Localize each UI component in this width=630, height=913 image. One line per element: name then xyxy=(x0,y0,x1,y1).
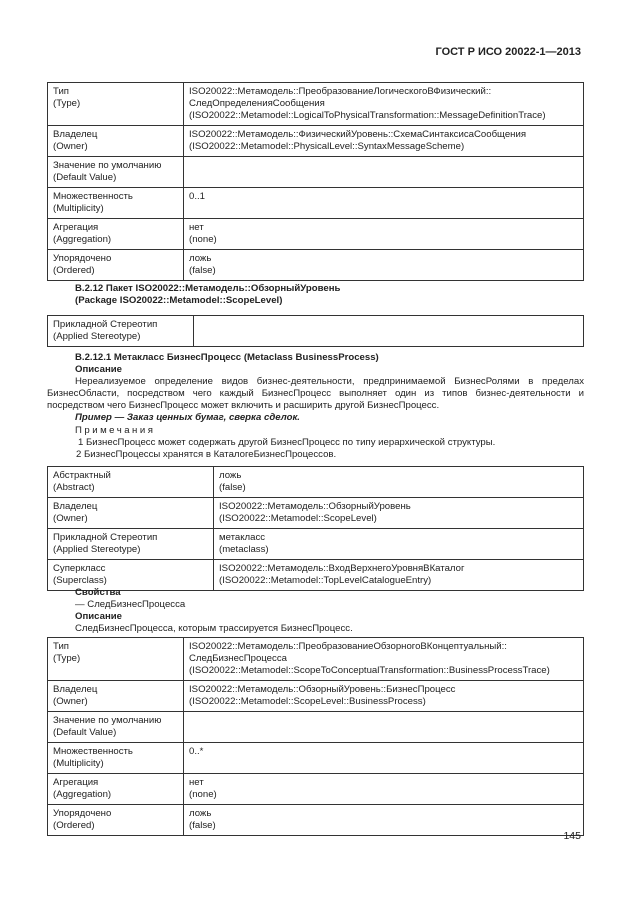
property-label-cell xyxy=(48,219,184,250)
value-line: (false) xyxy=(189,265,216,276)
value-line: (ISO20022::Metamodel::ScopeToConceptualTransformation::BusinessProcessTrace) xyxy=(189,665,550,676)
property-label-cell xyxy=(48,805,184,836)
properties-heading: Свойства xyxy=(75,587,121,598)
label-line: Упорядочено xyxy=(53,808,112,819)
label-line: (Ordered) xyxy=(53,265,95,276)
property-label-cell xyxy=(48,681,184,712)
value-line: 0..1 xyxy=(189,191,206,202)
property-value-cell xyxy=(184,743,584,774)
property-label-cell xyxy=(48,188,184,219)
label-line: (Multiplicity) xyxy=(53,203,104,214)
label-line: Агрегация xyxy=(53,777,99,788)
value-line: ISO20022::Метамодель::ОбзорныйУровень::БизнесПроцесс xyxy=(189,684,456,695)
property-label-cell xyxy=(48,467,214,498)
table-row xyxy=(48,560,584,591)
label-line: (Type) xyxy=(53,98,81,109)
label-line: (Abstract) xyxy=(53,482,95,493)
value-line: (false) xyxy=(219,482,246,493)
notes-heading: Примечания xyxy=(75,425,156,436)
table-row xyxy=(48,126,584,157)
property-label-cell xyxy=(48,316,194,347)
property-value-cell xyxy=(214,529,584,560)
description-text: Нереализуемое определение видов бизнес-деятельности, предпринимаемой БизнесРолями в пределах БизнесОбласти, посредством чего каждый БизнесПроцесс выполняет один из типов бизнес-деятельности и посредством чего БизнесПроцесс может включить и расширить другой БизнесПроцесс. xyxy=(47,376,584,411)
label-line: (Applied Stereotype) xyxy=(53,544,141,555)
property-value-cell xyxy=(214,467,584,498)
value-line: (ISO20022::Metamodel::LogicalToPhysicalTransformation::MessageDefinitionTrace) xyxy=(189,110,546,121)
table-row xyxy=(48,188,584,219)
value-line: ISO20022::Метамодель::ПреобразованиеЛогическогоВФизический:: xyxy=(189,86,492,97)
property-label-cell xyxy=(48,774,184,805)
property-value-cell xyxy=(184,681,584,712)
property-value-cell xyxy=(184,157,584,188)
table-row xyxy=(48,529,584,560)
label-line: Прикладной Стереотип xyxy=(53,319,158,330)
table-row xyxy=(48,638,584,681)
value-line: ISO20022::Метамодель::ПреобразованиеОбзорногоВКонцептуальный:: xyxy=(189,641,507,652)
section-heading-b212: B.2.12 Пакет ISO20022::Метамодель::ОбзорныйУровень (Package ISO20022::Metamodel::ScopeLevel) xyxy=(75,283,341,306)
property-label-cell xyxy=(48,157,184,188)
value-line: ложь xyxy=(219,470,242,481)
property-label-cell xyxy=(48,126,184,157)
label-line: (Applied Stereotype) xyxy=(53,331,141,342)
value-line: ложь xyxy=(189,808,212,819)
property-label-cell xyxy=(48,743,184,774)
value-line: ISO20022::Метамодель::ФизическийУровень::СхемаСинтаксисаСообщения xyxy=(189,129,527,140)
value-line: ISO20022::Метамодель::ОбзорныйУровень xyxy=(219,501,411,512)
label-line: Суперкласс xyxy=(53,563,106,574)
label-line: (Default Value) xyxy=(53,727,117,738)
table-row xyxy=(48,681,584,712)
note-1: 1 БизнесПроцесс может содержать другой БизнесПроцесс по типу иерархической структуры. xyxy=(78,437,496,448)
property-value-cell xyxy=(184,83,584,126)
property-value-cell xyxy=(184,219,584,250)
label-line: (Multiplicity) xyxy=(53,758,104,769)
property-label-cell xyxy=(48,529,214,560)
value-line: (ISO20022::Metamodel::TopLevelCatalogueEntry) xyxy=(219,575,432,586)
note-2: 2 БизнесПроцессы хранятся в КаталогеБизнесПроцессов. xyxy=(76,449,337,460)
value-line: (ISO20022::Metamodel::ScopeLevel::BusinessProcess) xyxy=(189,696,426,707)
table-row xyxy=(48,250,584,281)
property-item: — СледБизнесПроцесса xyxy=(75,599,186,610)
label-line: Владелец xyxy=(53,129,98,140)
table-row xyxy=(48,157,584,188)
label-line: (Owner) xyxy=(53,696,88,707)
label-line: Абстрактный xyxy=(53,470,111,481)
metaclass-table xyxy=(47,466,584,591)
label-line: Агрегация xyxy=(53,222,99,233)
label-line: Значение по умолчанию xyxy=(53,160,162,171)
value-line: СледОпределенияСообщения xyxy=(189,98,325,109)
example-text: Пример — Заказ ценных бумаг, сверка сделок. xyxy=(75,412,300,423)
property-label-cell xyxy=(48,638,184,681)
label-line: (Type) xyxy=(53,653,81,664)
value-line: (ISO20022::Metamodel::ScopeLevel) xyxy=(219,513,377,524)
value-line: (false) xyxy=(189,820,216,831)
property-label-cell xyxy=(48,83,184,126)
label-line: (Aggregation) xyxy=(53,234,112,245)
table-row xyxy=(48,219,584,250)
label-line: (Default Value) xyxy=(53,172,117,183)
table-row xyxy=(48,712,584,743)
value-line: нет xyxy=(189,777,204,788)
property-value-cell xyxy=(184,126,584,157)
section-heading-b2121: B.2.12.1 Метакласс БизнесПроцесс (Metaclass BusinessProcess) xyxy=(75,352,379,363)
label-line: (Superclass) xyxy=(53,575,107,586)
value-line: (ISO20022::Metamodel::PhysicalLevel::SyntaxMessageScheme) xyxy=(189,141,465,152)
label-line: (Ordered) xyxy=(53,820,95,831)
table-row xyxy=(48,805,584,836)
page-number: 145 xyxy=(563,830,581,842)
table-row xyxy=(48,743,584,774)
property-value-cell xyxy=(194,316,584,347)
value-line: (none) xyxy=(189,789,217,800)
label-line: Упорядочено xyxy=(53,253,112,264)
property-description-heading: Описание xyxy=(75,611,122,622)
properties-table-1 xyxy=(47,82,584,281)
property-label-cell xyxy=(48,560,214,591)
value-line: (none) xyxy=(189,234,217,245)
property-value-cell xyxy=(184,250,584,281)
property-label-cell xyxy=(48,712,184,743)
property-value-cell xyxy=(184,712,584,743)
label-line: Тип xyxy=(53,641,69,652)
label-line: Тип xyxy=(53,86,69,97)
document-header: ГОСТ Р ИСО 20022-1—2013 xyxy=(435,46,581,58)
property-value-cell xyxy=(184,188,584,219)
label-line: (Owner) xyxy=(53,141,88,152)
table-row xyxy=(48,498,584,529)
label-line: Значение по умолчанию xyxy=(53,715,162,726)
properties-table-2 xyxy=(47,637,584,836)
value-line: нет xyxy=(189,222,204,233)
property-description-text: СледБизнесПроцесса, которым трассируется БизнесПроцесс. xyxy=(75,623,353,634)
table-row xyxy=(48,774,584,805)
property-label-cell xyxy=(48,498,214,529)
property-value-cell xyxy=(214,498,584,529)
value-line: метакласс xyxy=(219,532,266,543)
property-value-cell xyxy=(214,560,584,591)
value-line: ISO20022::Метамодель::ВходВерхнегоУровняВКаталог xyxy=(219,563,465,574)
property-value-cell xyxy=(184,638,584,681)
value-line: ложь xyxy=(189,253,212,264)
label-line: Прикладной Стереотип xyxy=(53,532,158,543)
package-stereotype-table xyxy=(47,315,584,347)
table-row xyxy=(48,467,584,498)
label-line: (Owner) xyxy=(53,513,88,524)
property-value-cell xyxy=(184,774,584,805)
value-line: СледБизнесПроцесса xyxy=(189,653,287,664)
label-line: Владелец xyxy=(53,684,98,695)
property-value-cell xyxy=(184,805,584,836)
label-line: (Aggregation) xyxy=(53,789,112,800)
table-row xyxy=(48,316,584,347)
value-line: (metaclass) xyxy=(219,544,269,555)
label-line: Владелец xyxy=(53,501,98,512)
value-line: 0..* xyxy=(189,746,204,757)
table-row xyxy=(48,83,584,126)
description-heading: Описание xyxy=(75,364,122,375)
property-label-cell xyxy=(48,250,184,281)
label-line: Множественность xyxy=(53,191,133,202)
label-line: Множественность xyxy=(53,746,133,757)
